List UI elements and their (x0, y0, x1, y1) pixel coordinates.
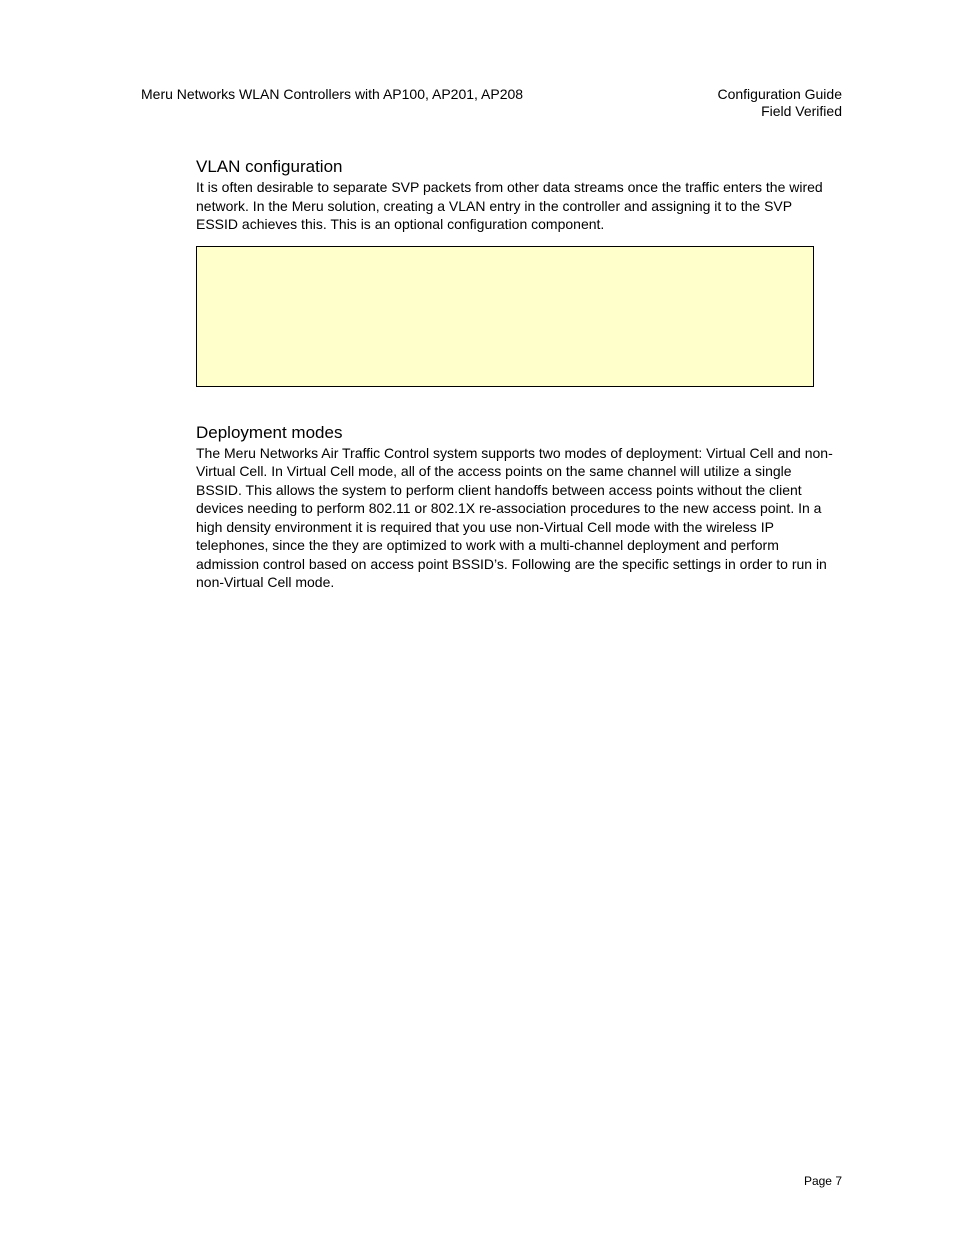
header-verified-label: Field Verified (761, 103, 842, 119)
note-box (196, 246, 814, 387)
section-heading: Deployment modes (196, 422, 343, 442)
page-number: Page 7 (803, 1174, 842, 1188)
header-document-title: Meru Networks WLAN Controllers with AP100, AP201, AP208 (141, 86, 524, 102)
section-vlan-configuration (196, 156, 836, 387)
header-guide-label: Configuration Guide (717, 86, 842, 102)
section-body: It is often desirable to separate SVP packets from other data streams once the traffic enters the wired network. In the Meru solution, creating a VLAN entry in the controller and assigning it to the SVP ESSID achieves this. This is an optional configuration component. (196, 179, 823, 232)
main-content (196, 156, 836, 592)
section-body: The Meru Networks Air Traffic Control system supports two modes of deployment: Virtual Cell and non-Virtual Cell. In Virtual Cell mode, all of the access points on the same channel will utilize a single BSSID. This allows the system to perform client handoffs between access points without the client devices needing to perform 802.11 or 802.1X re-association procedures to the new access point. In a high density environment it is required that you use non-Virtual Cell mode with the wireless IP telephones, since the they are optimized to work with a multi-channel deployment and perform admission control based on access point BSSID’s. Following are the specific settings in order to run in non-Virtual Cell mode. (196, 444, 833, 590)
header-document-type (717, 86, 842, 120)
section-heading: VLAN configuration (196, 157, 343, 176)
section-deployment-modes (196, 422, 836, 592)
